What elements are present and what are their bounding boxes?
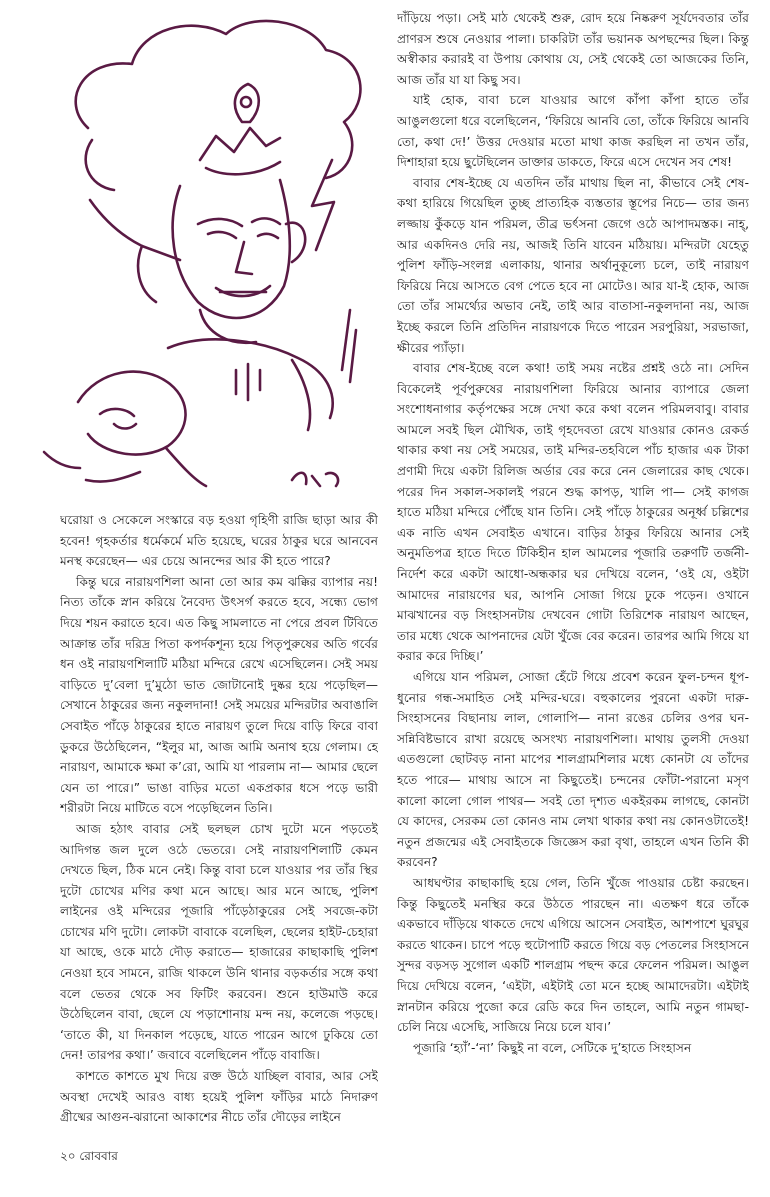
- paragraph: এগিয়ে যান পরিমল, সোজা হেঁটে গিয়ে প্রবেশ করেন ফুল-চন্দন ধূপ-ধুনোর গন্ধ-সমাহিত সেই মন্দির-ঘরে। বহুকালের পুরনো একটা দারু-সিংহাসনের বিছানায় লাল, গোলাপি— নানা রঙের চেলির ওপর ঘন-সন্নিবিষ্টভাবে রাখা রয়েছে অসংখ্য নারায়ণশিলা। মাথায় তুলসী দেওয়া এতগুলো ছোটবড় নানা মাপের শালগ্রামশিলার মধ্যে কোনটা যে তাঁদের হতে পারে— মাথায় আসে না কিছুতেই। চন্দনের ফোঁটা-পরানো মসৃণ কালো কালো গোল পাথর— সবই তো দৃশ্যত একইরকম লাগছে, কোনটা যে কাদের, সেরকম তো কোনও নাম লেখা থাকার কথা নয় কোনওটাতেই! নতুন প্রজন্মের এই সেবাইতকে জিজ্ঞেস করা বৃথা, তাহলে এখন তিনি কী করবেন?: [397, 670, 749, 870]
- page-footer: ২০ রোববার: [60, 1149, 118, 1163]
- paragraph: বাবার শেষ-ইচ্ছে যে এতদিন তাঁর মাথায় ছিল না, কীভাবে সেই শেষ-কথা হারিয়ে গিয়েছিল তুচ্ছ প্রাত্যহিক ব্যস্ততার স্তূপের নিচে— তার জন্য লজ্জায় কুঁকড়ে যান পরিমল, তীব্র ভর্ৎসনা জেগে ওঠে আপাদমস্তক। নাহ্‌, আর একদিনও দেরি নয়, আজই তিনি যাবেন মঠিয়ায়। মন্দিরটা যেহেতু পুলিশ ফাঁড়ি-সংলগ্ন এলাকায়, থানার অর্থানুকূল্যে চলে, তাই নারায়ণ ফিরিয়ে নিয়ে আসতে বেগ পেতে হবে না মোটেও। আর যা-ই হোক, আজ তো তাঁর সামর্থ্যের অভাব নেই, তাই আর বাতাসা-নকুলদানা নয়, আজ ইচ্ছে করলে তিনি প্রতিদিন নারায়ণকে দিতে পারেন সরপুরিয়া, সরভাজা, ক্ষীরের প্যাঁড়া।: [397, 175, 749, 355]
- hand: [90, 200, 180, 260]
- paragraph: বাবার শেষ-ইচ্ছে বলে কথা! তাই সময় নষ্টের প্রশ্নই ওঠে না। সেদিন বিকেলেই পূর্বপুরুষের নারায়ণশিলা ফিরিয়ে আনার ব্যাপারে জেলা সংশোধনাগার কর্তৃপক্ষের সঙ্গে দেখা করে কথা বলেন পরিমলবাবু। বাবার আমলে সবই ছিল মৌখিক, তাই গৃহদেবতা রেখে যাওয়ার কোনও রেকর্ড থাকার কথা নয় সেই সময়ের, তাই মন্দির-তহবিলে পাঁচ হাজার এক টাকা প্রণামী দিয়ে একটা রিলিজ অর্ডার বের করে নেন জেলারের কাছ থেকে। পরের দিন সকাল-সকালই পরনে শুদ্ধ কাপড়, খালি পা— সেই কাগজ হাতে মঠিয়া মন্দিরে পৌঁছে যান তিনি। সেই পাঁড়ে ঠাকুরের অনূর্ধ্ব চল্লিশের এক নাতি এখন সেবাইত এখানে। বাড়ির ঠাকুর ফিরিয়ে আনার সেই অনুমতিপত্র হাতে দিতে টিকিহীন হাল আমলের পূজারি তরুণটি তর্জনী-নির্দেশ করে একটা আধো-অন্ধকার ঘর দেখিয়ে বলেন, ‘ওই যে, ওইটা আমাদের নারায়ণের ঘর, আপনি সোজা গিয়ে ঢুকে পড়েন। ওখানে মাঝখানের বড় সিংহাসনটায় দেখবেন গোটা তিরিশেক নারায়ণ আছেন, তার মধ্যে থেকে আপনাদের যেটা খুঁজে বের করেন। তারপর আমি গিয়ে যা করার করে দিচ্ছি।’: [397, 361, 749, 664]
- paragraph: ঘরোয়া ও সেকেলে সংস্কারে বড় হওয়া গৃহিণী রাজি ছাড়া আর কী হবেন! গৃহকর্তার ধর্মেকর্মে মতি হয়েছে, ঘরের ঠাকুর ঘরে আনবেন মনস্থ করেছেন— এর চেয়ে আনন্দের আর কী হতে পারে?: [60, 513, 378, 569]
- paragraph: পূজারি ‘হ্যাঁ’-‘না’ কিছুই না বলে, সেটিকে দু’হাতে সিংহাসন: [413, 1040, 692, 1055]
- left-text-column: [60, 510, 378, 1130]
- crown-jewel: [235, 84, 259, 122]
- cloud-outline: [76, 21, 361, 178]
- crown: [200, 128, 280, 160]
- paragraph: আজ হঠাৎ বাবার সেই ছলছল চোখ দুটো মনে পড়তেই আদিগন্ত জল দুলে ওঠে ভেতরে। সেই নারায়ণশিলাটি কেমন দেখতে ছিল, ঠিক মনে নেই। কিন্তু বাবা চলে যাওয়ার পর তাঁর স্থির দুটো চোখের মণির কথা মনে আছে। আর মনে আছে, পুলিশ লাইনের ওই মন্দিরের পূজারি পাঁড়েঠাকুরের সেই সবজে-কটা চোখের মণি দুটো। লোকটা বাবাকে বলেছিল, ছেলের হাইট-চেহারা যা আছে, ওকে মাঠে দৌড় করাতে— হাজারের কাছাকাছি পুলিশ নেওয়া হবে সামনে, রাজি থাকলে উনি থানার বড়কর্তার সঙ্গে কথা বলে ভেতর থেকে সব ফিটিং করবেন। শুনে হাউমাউ করে উঠেছিলেন বাবা, ছেলে যে পড়াশোনায় মন্দ নয়, কলেজে পড়ছে। ‘তাতে কী, যা দিনকাল পড়েছে, যাতে পারেন আগে ঢুকিয়ে তো দেন! তারপর কথা।’ জবাবে বলেছিলেন পাঁড়ে বাবাজি।: [60, 821, 378, 1063]
- paragraph: কাশতে কাশতে মুখ দিয়ে রক্ত উঠে যাচ্ছিল বাবার, আর সেই অবস্থা দেখেই আরও বাধ্য হয়েই পুলিশ ফাঁড়ির মাঠে নিদারুণ গ্রীষ্মের আগুন-ঝরানো আকাশের নীচে তাঁর দৌড়ের লাইনে: [60, 1069, 378, 1125]
- lightning-mark: [312, 160, 334, 250]
- paragraph: দাঁড়িয়ে পড়া। সেই মাঠ থেকেই শুরু, রোদ হয়ে নিষ্করুণ সূর্যদেবতার তাঁর প্রাণরস শুষে নেওয়ার পালা। চাকরিটা তাঁর ভয়ানক অপছন্দের ছিল। কিন্তু অস্বীকার করারই বা উপায় কোথায় যে, সেই থেকেই তো আজকের তিনি, আজ তাঁর যা যা কিছু সব।: [397, 11, 749, 87]
- right-text-column: [397, 8, 749, 1138]
- paragraph: কিন্তু ঘরে নারায়ণশিলা আনা তো আর কম ঝক্কির ব্যাপার নয়! নিত্য তাঁকে স্নান করিয়ে নৈবেদ্য উৎসর্গ করতে হবে, সন্ধ্যে ভোগ দিয়ে শয়ন করাতে হবে। এত কিছু সামলাতে না পেরে প্রবল টিবিতে আক্রান্ত তাঁর দরিদ্র পিতা কপর্দকশূন্য হয়ে পিতৃপুরুষের অতি গর্বের ধন ওই নারায়ণশিলাটি মঠিয়া মন্দিরে রেখে এসেছিলেন। সেই সময় বাড়িতে দু’বেলা দু’মুঠো ভাত জোটানোই দুষ্কর হয়ে পড়েছিল— সেখানে ঠাকুরের জন্য নকুলদানা! সেই সময়ের মন্দিরটার অবাঙালি সেবাইত পাঁড়ে ঠাকুরের হাতে নারায়ণ তুলে দিয়ে বাড়ি ফিরে বাবা ডুকরে উঠেছিলেন, “ইলুর মা, আজ আমি অনাথ হয়ে গেলাম। হে নারায়ণ, আমাকে ক্ষমা ক’রো, আমি যা পারলাম না— আমার ছেলে যেন তা পারে।” ভাঙা বাড়ির মতো একপ্রকার ধসে পড়ে ভারী শরীরটা নিয়ে মাটিতে বসে পড়েছিলেন তিনি।: [60, 574, 378, 816]
- deity-illustration: [30, 10, 375, 505]
- face-outline: [173, 180, 290, 318]
- body-outline: [168, 339, 333, 418]
- paragraph: যাই হোক, বাবা চলে যাওয়ার আগে কাঁপা কাঁপা হাতে তাঁর আঙুলগুলো ধরে বলেছিলেন, ‘ফিরিয়ে আনবি তো, তাঁকে ফিরিয়ে আনবি তো, কথা দে!’ উত্তর দেওয়ার মতো মাথা কাজ করছিল না তখন তাঁর, দিশাহারা হয়ে ছুটেছিলেন ডাক্তার ডাকতে, ফিরে এসে দেখেন সব শেষ!: [397, 93, 749, 170]
- paragraph: আধঘণ্টার কাছাকাছি হয়ে গেল, তিনি খুঁজে পাওয়ার চেষ্টা করছেন। কিন্তু কিছুতেই মনস্থির করে উঠতে পারছেন না। এতক্ষণ ধরে তাঁকে একভাবে দাঁড়িয়ে থাকতে দেখে এগিয়ে আসেন সেবাইত, আশপাশে ঘুরঘুর করতে থাকেন। চাপে পড়ে হুটোপাটি করতে গিয়ে বড় পেতলের সিংহাসনে সুন্দর বড়সড় সুগোল একটি শালগ্রাম পছন্দ করে ফেলেন পরিমল। আঙুল দিয়ে দেখিয়ে বলেন, ‘এইটা, এইটাই তো মনে হচ্ছে আমাদেরটা। এইটাই স্নানটান করিয়ে পুজো করে রেডি করে দিন তাহলে, আমি নতুন গামছা-চেলি নিয়ে এসেছি, সাজিয়ে নিয়ে চলে যাব।’: [397, 875, 749, 1035]
- artist-signature: [292, 473, 338, 486]
